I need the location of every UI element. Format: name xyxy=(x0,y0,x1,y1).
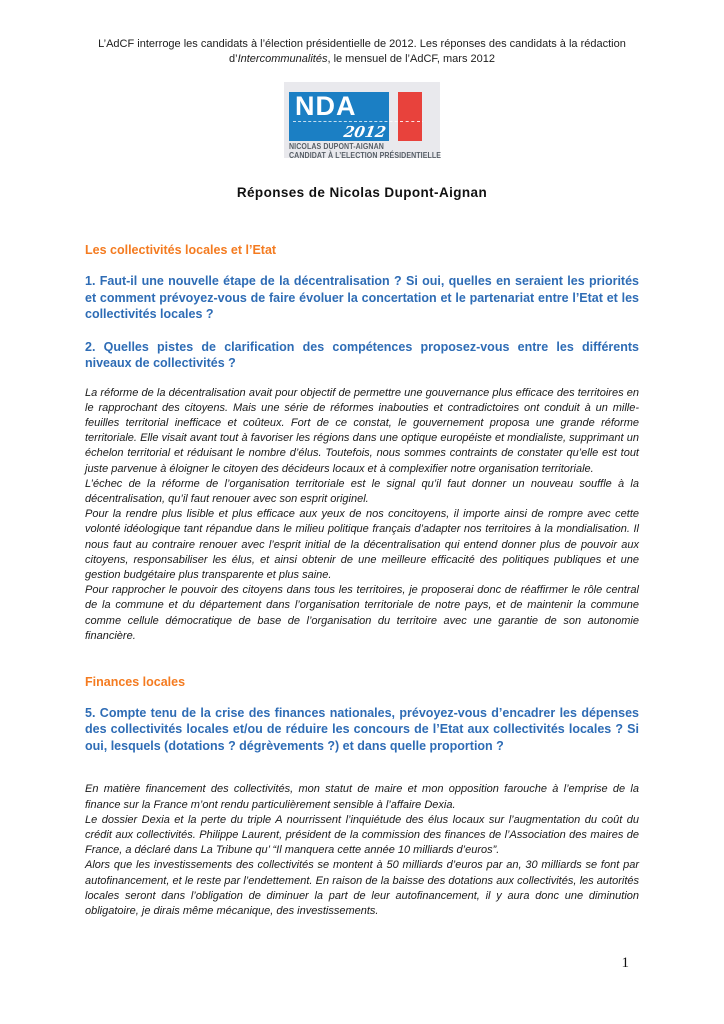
answer-block-1 xyxy=(85,386,639,644)
document-header-note xyxy=(72,0,652,67)
question-5: 5. Compte tenu de la crise des finances nationales, prévoyez-vous d’encadrer les dépenses des collectivités locales et/ou de réduire les concours de l’Etat aux collectivités locales ? Si oui, lesquels (dotations ? dégrèvements ?) et dans quelle proportion ? xyxy=(85,705,639,753)
page-number: 1 xyxy=(621,955,629,971)
answer-paragraph: Pour rapprocher le pouvoir des citoyens dans tous les territoires, je proposerai donc de réaffirmer le rôle central de la commune et du département dans l’organisation territoriale de notre pays, et de maintenir la commune comme cellule démocratique de base de l’organisation du territoire avec une garantie de son autonomie financière. xyxy=(85,584,639,642)
answer-paragraph: L’échec de la réforme de l’organisation territoriale est le signal qu’il faut donner un nouveau souffle à la décentralisation, qu’il faut renouer avec son esprit originel. xyxy=(85,477,639,505)
question-2: 2. Quelles pistes de clarification des compétences proposez-vous entre les différents niveaux de collectivités ? xyxy=(85,339,639,370)
answer-paragraph: Pour la rendre plus lisible et plus efficace aux yeux de nos concitoyens, il importe ainsi de rompre avec cette volonté idéologique tant répandue dans le milieu politique français d’adapter nos territoires à la mondialisation. Il nous faut au contraire renouer avec l’esprit initial de la décentralisation qui entend donner plus de pouvoir aux citoyens, responsabiliser les élus, et ainsi obtenir de une meilleure efficacité des politiques publiques et une gestion budgétaire plus transparente et plus saine. xyxy=(85,508,639,581)
header-line2-prefix: d’ xyxy=(229,53,238,65)
logo-candidate-subtitle: CANDIDAT À L’ELECTION PRÉSIDENTIELLE xyxy=(289,150,442,160)
logo-acronym: NDA xyxy=(295,91,357,121)
logo-candidate-name: NICOLAS DUPONT-AIGNAN xyxy=(289,142,384,151)
logo-blue-block xyxy=(289,92,389,141)
section-heading-finances: Finances locales xyxy=(85,674,186,689)
logo-caption xyxy=(289,143,441,160)
header-journal-name: Intercommunalités xyxy=(237,53,328,65)
answer-paragraph: En matière financement des collectivités, mon statut de maire et mon opposition farouche à l’emprise de la finance sur la France m’ont rendu particulièrement sensible à l’affaire Dexia. xyxy=(85,783,639,811)
logo-red-block xyxy=(398,92,422,141)
answer-paragraph: Alors que les investissements des collectivités se montent à 50 milliards d’euros par an, 30 milliards se font par autofinancement, et le reste par l’endettement. En raison de la baisse des dotations aux collectivités, les autorités locales seront dans l’obligation de diminuer la part de leur autofinancement, il y aura donc une diminution obligatoire, je dirais même mécanique, des investissements. xyxy=(85,859,639,918)
page-title: Réponses de Nicolas Dupont-Aignan xyxy=(236,185,488,200)
document-body xyxy=(85,243,639,919)
answer-block-2 xyxy=(85,782,639,919)
logo-year: 2012 xyxy=(342,123,388,141)
question-1: 1. Faut-il une nouvelle étape de la décentralisation ? Si oui, quelles en seraient les priorités et comment prévoyez-vous de faire évoluer la concertation et le partenariat entre l’Etat et les collectivités locales ? xyxy=(85,274,639,321)
answer-paragraph: Le dossier Dexia et la perte du triple A nourrissent l’inquiétude des élus locaux sur l’augmentation du coût du crédit aux collectivités. Philippe Laurent, président de la commission des finances de l’Association des maires de France, a déclaré dans La Tribune qu’ “Il manquera cette année 10 milliards d’euros”. xyxy=(85,813,639,857)
logo-red-dash xyxy=(400,121,420,122)
header-line1: L’AdCF interroge les candidats à l’élection présidentielle de 2012. Les réponses des candidats à la rédaction xyxy=(98,38,626,50)
nda-2012-campaign-logo xyxy=(284,82,440,158)
section-heading-collectivites: Les collectivités locales et l’Etat xyxy=(85,243,277,257)
header-line2-suffix: , le mensuel de l’AdCF, mars 2012 xyxy=(327,53,495,65)
answer-paragraph: La réforme de la décentralisation avait pour objectif de permettre une gouvernance plus efficace des territoires en le rapprochant des citoyens. Mais une série de réformes inabouties et contradictoires ont conduit à un mille-feuilles territorial inefficace et coûteux. Fort de ce constat, le gouvernement proposa une grande réforme territoriale. Elle visait avant tout à favoriser les régions dans une optique européiste et mondialiste, supprimant un échelon territorial et réduisant le nombre d’élus. Toutefois, nous sommes contraints de constater qu’elle est tout juste parvenue à éloigner le citoyen des décideurs locaux et à complexifier notre organisation territoriale. xyxy=(85,386,639,475)
